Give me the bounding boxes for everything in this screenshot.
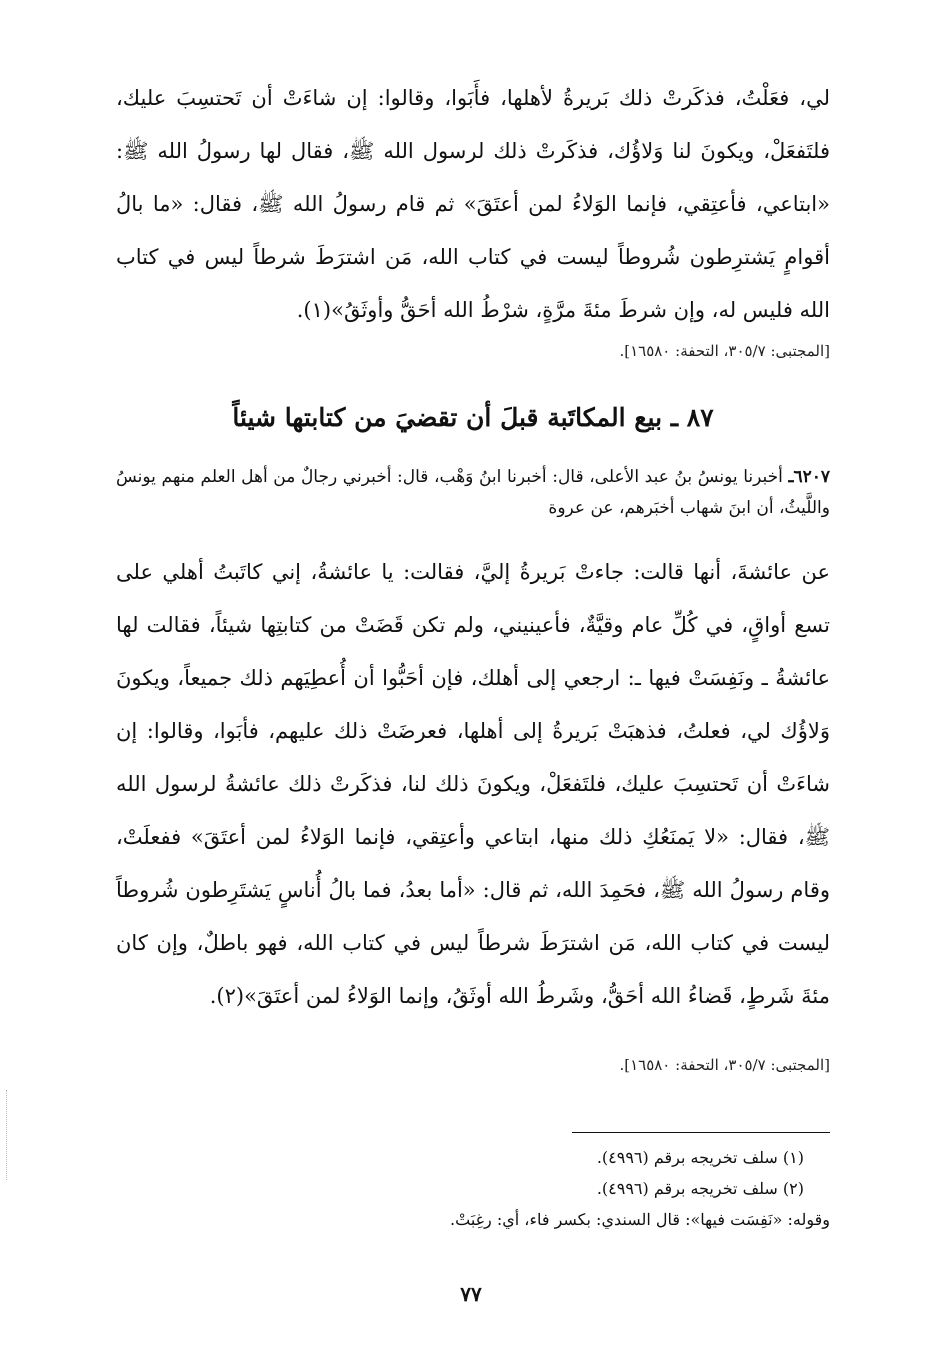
scan-edge-mark: [6, 1090, 7, 1180]
hadith-isnad: [116, 462, 830, 524]
footnote-2: (٢) سلف تخريجه برقم (٤٩٩٦).: [596, 1179, 804, 1198]
footnote-1: (١) سلف تخريجه برقم (٤٩٩٦).: [596, 1148, 804, 1167]
footnote-3: وقوله: «نَفِسَت فيها»: قال السندي: بكسر فاء، أي: رغِبَتْ.: [450, 1210, 830, 1229]
chapter-heading: ٨٧ ـ بيع المكاتَبة قبلَ أن تقضيَ من كتابتها شيئاً: [232, 403, 714, 432]
footnote-divider: [572, 1132, 830, 1133]
footnotes: [116, 1142, 830, 1235]
reference-1: [المجتبى: ٣٠٥/٧، التحفة: ١٦٥٨٠].: [619, 342, 830, 360]
reference-2: [المجتبى: ٣٠٥/٧، التحفة: ١٦٥٨٠].: [619, 1056, 830, 1074]
hadith-number: ٦٢٠٧ـ: [788, 467, 830, 487]
top-paragraph: لي، فعَلْتُ، فذكَرتْ ذلك بَريرةُ لأهلها، فأَبَوا، وقالوا: إن شاءَتْ أن تَحتسِبَ عليك، فلتَفعَلْ، ويكونَ لنا وَلاؤُك، فذكَرتْ ذلك لرسول الله ﷺ، فقال لها رسولُ الله ﷺ: «ابتاعي، فأعتِقي، فإنما الوَلاءُ لمن أعتَقَ» ثم قام رسولُ الله ﷺ، فقال: «ما بالُ أقوامٍ يَشترِطون شُروطاً ليست في كتاب الله، مَن اشترَطَ شرطاً ليس في كتاب الله فليس له، وإن شرطَ مئةَ مرَّةٍ، شرْطُ الله أحَقُّ وأوثَقُ»(١).: [116, 86, 830, 322]
page-number: ٧٧: [460, 1282, 482, 1306]
main-paragraph: عن عائشةَ، أنها قالت: جاءتْ بَريرةُ إليَّ، فقالت: يا عائشةُ، إني كاتَبتُ أهلي على تسع أواقٍ، في كُلِّ عام وقيَّةٌ، فأعينيني، ولم تكن قَضَتْ من كتابتِها شيئاً، فقالت لها عائشةُ ـ ونَفِسَتْ فيها ـ: ارجعي إلى أهلك، فإن أحَبُّوا أن أُعطِيَهم ذلك جميعاً، ويكونَ وَلاؤُك لي، فعلتُ، فذهبَتْ بَريرةُ إلى أهلها، فعرضَتْ ذلك عليهم، فأبَوا، وقالوا: إن شاءَتْ أن تَحتسِبَ عليك، فلتَفعَلْ، ويكونَ ذلك لنا، فذكَرتْ ذلك عائشةُ لرسول الله ﷺ، فقال: «لا يَمنَعُكِ ذلك منها، ابتاعي وأعتِقي، فإنما الوَلاءُ لمن أعتَقَ» ففعلَتْ، وقام رسولُ الله ﷺ، فحَمِدَ الله، ثم قال: «أما بعدُ، فما بالُ أُناسٍ يَشتَرِطون شُروطاً ليست في كتاب الله، مَن اشترَطَ شرطاً ليس في كتاب الله، فهو باطلٌ، وإن كان مئةَ شَرطٍ، قَضاءُ الله أحَقُّ، وشَرطُ الله أوثَقُ، وإنما الوَلاءُ لمن أعتَقَ»(٢).: [116, 560, 830, 1008]
isnad-text: أخبرنا يونسُ بنُ عبد الأعلى، قال: أخبرنا ابنُ وَهْب، قال: أخبرني رجالٌ من أهل العلم منهم يونسُ واللَّيثُ، أن ابنَ شهاب أخبَرهم، عن عروة: [116, 467, 830, 518]
